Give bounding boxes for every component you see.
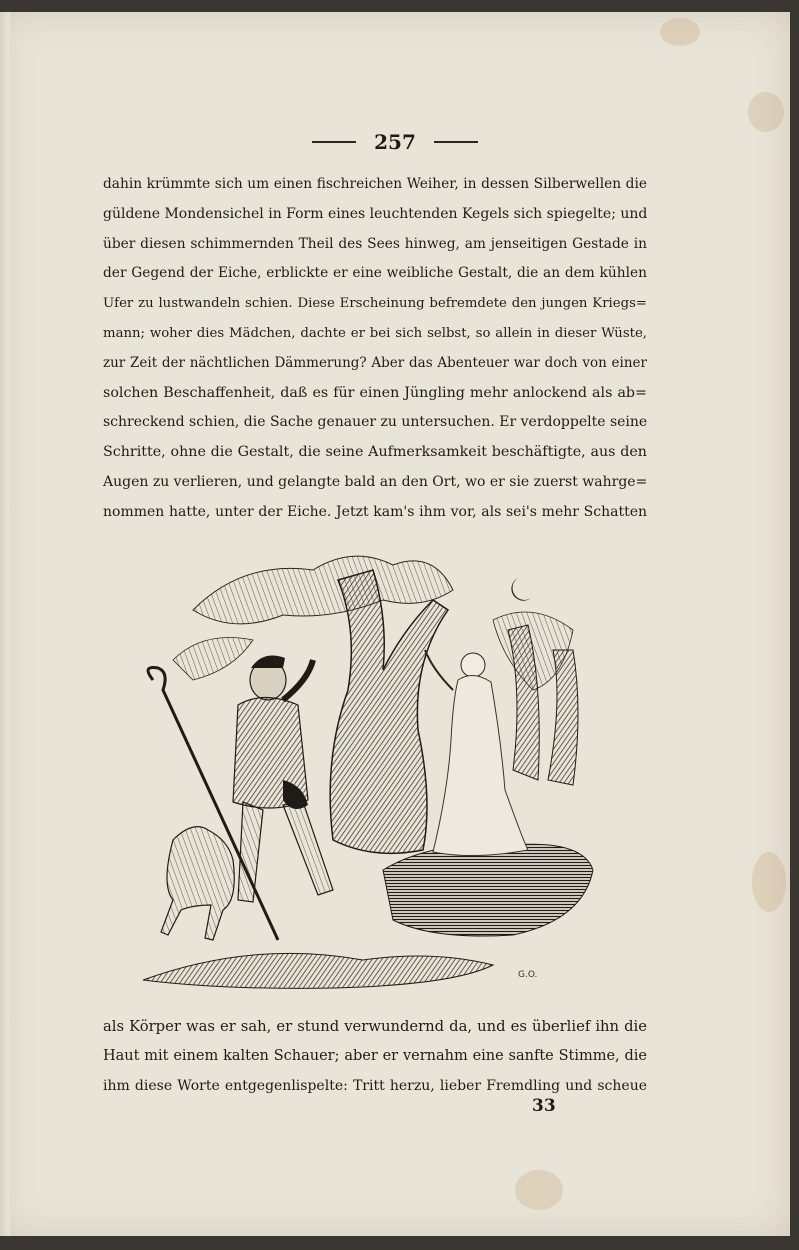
illustration-signature: G.O. [518, 970, 538, 980]
text-line: solchen Beschaffenheit, daß es für einen Jüngling mehr anlockend als ab= [103, 384, 647, 401]
book-page [0, 12, 790, 1236]
text-line: dahin krümmte sich um einen fischreichen Weiher, in dessen Silberwellen die [103, 176, 647, 192]
maiden-figure [425, 650, 528, 856]
pond [383, 844, 593, 936]
sheet-signature-number: 33 [532, 1096, 556, 1116]
text-line: Haut mit einem kalten Schauer; aber er vernahm eine sanfte Stimme, die [103, 1047, 647, 1064]
oak-trunk [330, 570, 448, 853]
text-line: der Gegend der Eiche, erblickte er eine weibliche Gestalt, die an dem kühlen [103, 265, 647, 282]
text-line: schreckend schien, die Sache genauer zu untersuchen. Er verdoppelte seine [103, 414, 648, 431]
text-line: nommen hatte, unter der Eiche. Jetzt kam's ihm vor, als sei's mehr Schatten [103, 503, 647, 520]
header-dash-left [312, 141, 356, 143]
dog-figure [161, 827, 234, 940]
foxing-stain [748, 92, 784, 132]
foxing-stain [515, 1170, 563, 1210]
text-line: mann; woher dies Mädchen, dachte er bei sich selbst, so allein in dieser Wüste, [103, 325, 647, 341]
crescent-moon-icon [511, 578, 531, 601]
page-spine-edge [0, 12, 10, 1236]
foxing-stain [752, 852, 786, 912]
foxing-stain [660, 18, 700, 46]
top-paragraph [103, 170, 647, 528]
text-line: ihm diese Worte entgegenlispelte: Tritt herzu, lieber Fremdling und scheue [103, 1077, 647, 1094]
text-line: als Körper was er sah, er stund verwundernd da, und es überlief ihn die [103, 1018, 647, 1035]
text-line: güldene Mondensichel in Form eines leuchtenden Kegels sich spiegelte; und [103, 205, 648, 222]
text-line: Ufer zu lustwandeln schien. Diese Erscheinung befremdete den jungen Kriegs= [103, 296, 647, 312]
soldier-figure [233, 656, 333, 902]
text-line: zur Zeit der nächtlichen Dämmerung? Aber das Abenteuer war doch von einer [103, 354, 647, 371]
text-line: über diesen schimmernden Theil des Sees hinweg, am jenseitigen Gestade in [103, 235, 647, 252]
page-header [0, 130, 790, 154]
ground [143, 953, 493, 988]
text-line: Augen zu verlieren, und gelangte bald an den Ort, wo er sie zuerst wahrge= [103, 473, 648, 490]
text-line: Schritte, ohne die Gestalt, die seine Aufmerksamkeit beschäftigte, aus den [103, 444, 647, 461]
header-dash-right [434, 141, 478, 143]
bottom-paragraph [103, 1012, 647, 1101]
page-number: 257 [374, 130, 416, 154]
engraving-illustration [133, 540, 603, 990]
